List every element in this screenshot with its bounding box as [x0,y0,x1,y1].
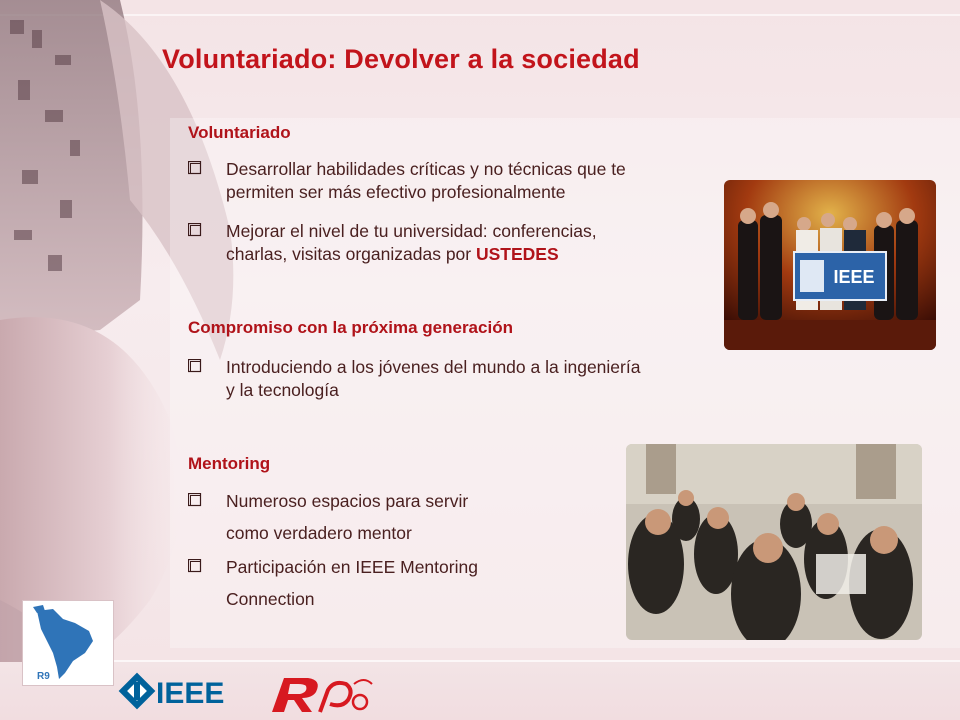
bullet-item [188,158,788,204]
bullet-text-line2 [226,243,748,266]
bullet-item [188,551,608,615]
region9-map-logo [22,600,114,686]
bullet-text-line2: como verdadero mentor [226,523,412,543]
group-photo-ieee-banner [724,180,936,350]
ieee-logo-text: IEEE [156,677,225,710]
emphasis-ustedes: USTEDES [475,244,559,264]
banner-text: IEEE [833,267,875,287]
bullet-text-line1: Introduciendo a los jóvenes del mundo a la ingeniería [226,357,641,377]
section-heading-compromiso: Compromiso con la próxima generación [188,318,513,337]
checkbox-bullet-icon [188,359,202,373]
checkbox-bullet-icon [188,559,202,573]
slide-title: Voluntariado: Devolver a la sociedad [162,44,640,74]
bullet-text-line2: y la tecnología [226,380,339,400]
bullet-text-line1: Participación en IEEE Mentoring [226,557,478,577]
section-heading-mentoring: Mentoring [188,454,271,473]
bullet-text-line1: Desarrollar habilidades críticas y no técnicas que te [226,159,626,179]
bullet-item [188,485,608,549]
ieee-logo [118,672,248,712]
section-heading-voluntariado: Voluntariado [188,123,291,142]
ieee-diamond-icon [119,673,156,710]
bullet-text-line2-pre: charlas, visitas organizadas por [226,244,476,264]
bullet-item [188,220,748,266]
checkbox-bullet-icon [188,161,202,175]
bullet-item [188,356,808,402]
bullet-text-line1: Numeroso espacios para servir [226,491,469,511]
bullet-text-line1: Mejorar el nivel de tu universidad: conferencias, [226,221,597,241]
r9-event-logo [268,672,378,716]
map-logo-label: R9 [37,671,50,682]
checkbox-bullet-icon [188,223,202,237]
bullet-text-line2: permiten ser más efectivo profesionalmente [226,182,566,202]
mentoring-crowd-photo [626,444,922,640]
checkbox-bullet-icon [188,493,202,507]
bullet-text-line2: Connection [226,589,315,609]
